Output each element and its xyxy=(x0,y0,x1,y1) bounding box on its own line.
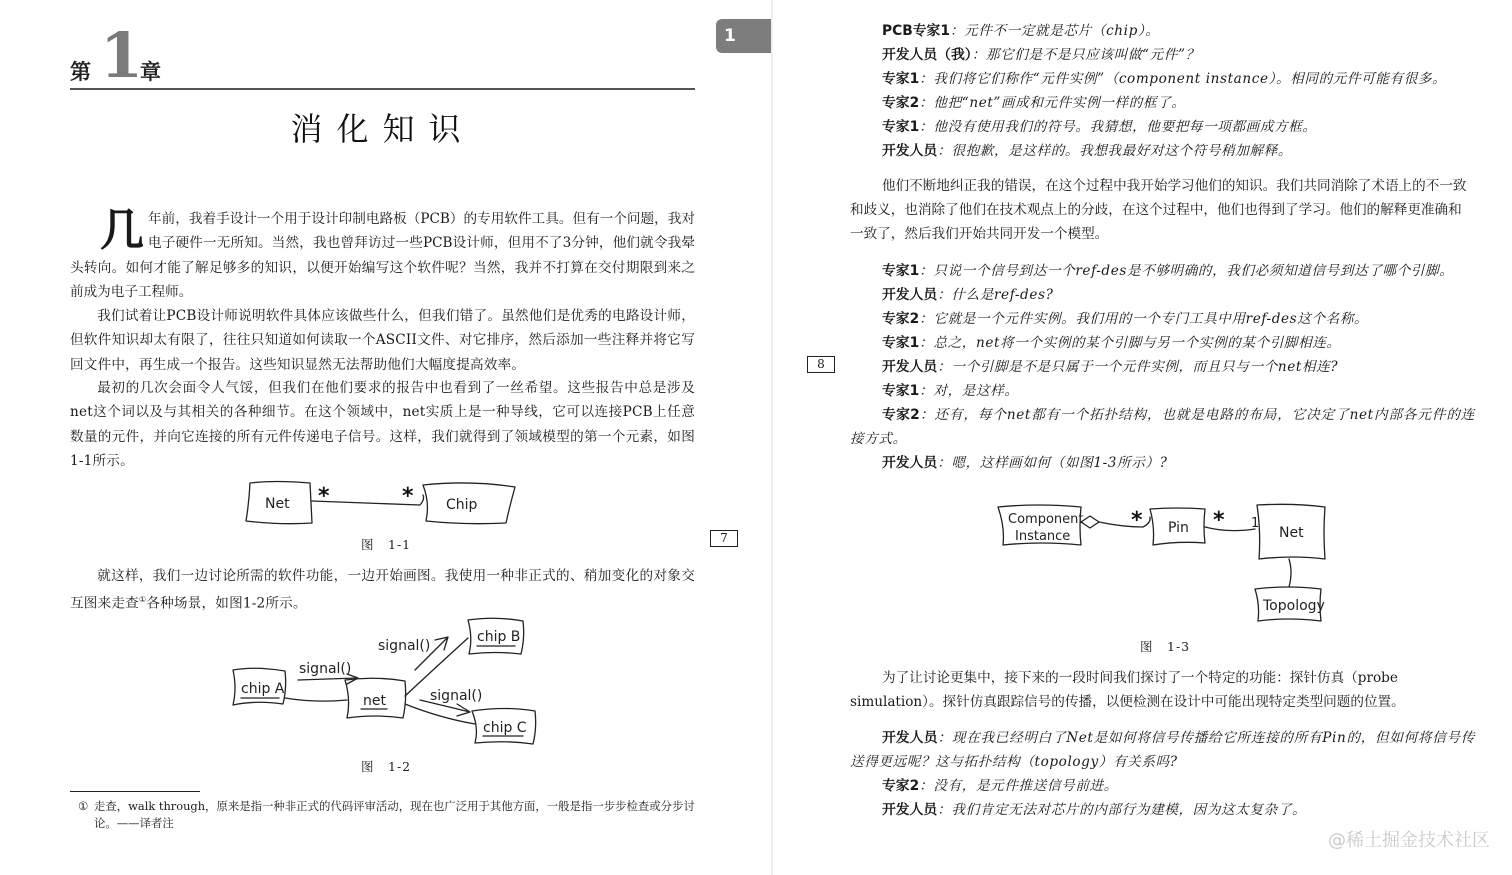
fig3-mult-2: * xyxy=(1213,508,1225,533)
right-paragraph-1: 他们不断地纠正我的错误，在这个过程中我开始学习他们的知识。我们共同消除了术语上的不一致和歧义，也消除了他们在技术观点上的分歧，在这个过程中，他们也得到了学习。他们的解释更准确和一致了，然后我们开始共同开发一个模型。 xyxy=(850,178,1467,242)
dialogue-line xyxy=(850,726,1475,774)
dialogue-line xyxy=(882,115,1482,139)
fig3-instance: Instance xyxy=(1015,529,1071,544)
footnote-ref[interactable]: ① xyxy=(138,595,147,605)
figure-1-1 xyxy=(240,475,530,530)
utterance: ：我们将它们称作“元件实例”（component instance）。相同的元件可能有很多。 xyxy=(919,71,1447,87)
utterance: ：总之，net将一个实例的某个引脚与另一个实例的某个引脚相连。 xyxy=(919,335,1341,351)
dialogue-line xyxy=(882,355,1482,379)
speaker-label: 专家2 xyxy=(882,778,920,794)
footnote-mark: ① xyxy=(78,799,89,813)
fig1-chip-label: Chip xyxy=(446,497,478,513)
utterance: ：元件不一定就是芯片（chip）。 xyxy=(949,23,1160,39)
figure-1-2-caption: 图 1-2 xyxy=(361,759,412,774)
figure-1-3 xyxy=(993,497,1338,627)
speaker-label: 专家1 xyxy=(882,383,920,399)
dialogue-line xyxy=(882,331,1482,355)
speaker-label: 专家1 xyxy=(882,119,920,135)
speaker-label: 开发人员 xyxy=(882,287,938,303)
paragraph-4-tail: 各种场景，如图1-2所示。 xyxy=(146,595,307,612)
intro-text: 年前，我着手设计一个用于设计印制电路板（PCB）的专用软件工具。但有一个问题，我对电子硬件一无所知。当然，我也曾拜访过一些PCB设计师，但用不了3分钟，他们就令我晕头转向。如何才能了解足够多的知识，以便开始编写这个软件呢？当然，我并不打算在交付期限到来之前成为电子工程师。 xyxy=(70,211,695,300)
fig1-left-mult: * xyxy=(318,484,330,509)
footnote xyxy=(78,798,699,832)
fig2-chip-a: chip A xyxy=(241,681,285,697)
utterance: ：没有，是元件推送信号前进。 xyxy=(919,778,1118,794)
chapter-heading xyxy=(70,19,695,92)
utterance: ：什么是ref-des? xyxy=(937,287,1054,303)
dialogue-line xyxy=(882,91,1482,115)
utterance: ：他把“net”画成和元件实例一样的框了。 xyxy=(919,95,1186,111)
speaker-label: 专家2 xyxy=(882,95,920,111)
speaker-label: 开发人员 xyxy=(882,359,938,375)
fig3-mult-1: * xyxy=(1131,508,1143,533)
speaker-label: PCB专家1 xyxy=(882,23,950,39)
utterance: ：现在我已经明白了Net是如何将信号传播给它所连接的所有Pin的，但如何将信号传送得更远呢？这与拓扑结构（topology）有关系吗? xyxy=(850,730,1476,770)
chapter-title: 消化知识 xyxy=(290,110,475,148)
utterance: ：它就是一个元件实例。我们用的一个专门工具中用ref-des这个名称。 xyxy=(919,311,1369,327)
dialogue-line xyxy=(882,139,1482,163)
utterance: ：对，是这样。 xyxy=(919,383,1019,399)
paragraph-3: 最初的几次会面令人气馁，但我们在他们要求的报告中也看到了一丝希望。这些报告中总是涉及net这个词以及与其相关的各种细节。在这个领域中，net实质上是一种导线，它可以连接PCB上任意数量的元件，并向它连接的所有元件传递电子信号。这样，我们就得到了领域模型的第一个元素，如图1-1所示。 xyxy=(70,380,695,469)
aggregation-diamond xyxy=(1081,516,1099,528)
dialogue-line xyxy=(882,43,1482,67)
paragraph-2: 我们试着让PCB设计师说明软件具体应该做些什么，但我们错了。虽然他们是优秀的电路设计师，但软件知识却太有限了，往往只知道如何读取一个ASCII文件、对它排序，然后添加一些注释并将它写回文件中，再生成一个报告。这些知识显然无法帮助他们大幅度提高效率。 xyxy=(70,308,695,373)
utterance: ：一个引脚是不是只属于一个元件实例，而且只与一个net相连? xyxy=(937,359,1339,375)
page-number-7: 7 xyxy=(710,530,738,547)
utterance: ：还有，每个net都有一个拓扑结构，也就是电路的布局，它决定了net内部各元件的连接方式。 xyxy=(850,407,1476,447)
dialogue-line xyxy=(882,774,1482,798)
speaker-label: 开发人员 xyxy=(882,802,938,818)
utterance: ：很抱歉，是这样的。我想我最好对这个符号稍加解释。 xyxy=(937,143,1293,159)
figure-1-1-caption: 图 1-1 xyxy=(361,537,412,552)
dialogue-line xyxy=(882,19,1482,43)
utterance: ：他没有使用我们的符号。我猜想，他要把每一项都画成方框。 xyxy=(919,119,1317,135)
figure-1-2 xyxy=(225,608,545,748)
fig2-signal-3: signal() xyxy=(430,688,483,704)
speaker-label: 开发人员（我） xyxy=(882,47,972,63)
utterance: ：那它们是不是只应该叫做“元件”？ xyxy=(971,47,1200,63)
fig3-pin: Pin xyxy=(1168,520,1189,536)
fig2-chip-c: chip C xyxy=(483,720,527,736)
chapter-prefix: 第 xyxy=(70,60,91,84)
chapter-number: 1 xyxy=(100,19,144,92)
speaker-label: 专家2 xyxy=(882,407,920,423)
fig3-topology: Topology xyxy=(1263,598,1325,614)
fig2-signal-1: signal() xyxy=(299,661,352,677)
intro-paragraph xyxy=(70,207,695,304)
speaker-label: 开发人员 xyxy=(882,730,938,746)
dialogue-line xyxy=(882,379,1482,403)
figure-1-3-caption: 图 1-3 xyxy=(1140,639,1191,654)
dialogue-line xyxy=(882,307,1482,331)
fig1-net-label: Net xyxy=(265,496,290,512)
fig2-chip-b: chip B xyxy=(477,629,521,645)
utterance: ：嗯，这样画如何（如图1-3所示）? xyxy=(937,455,1168,471)
footnote-rule xyxy=(70,791,200,792)
page-number-8: 8 xyxy=(807,356,835,373)
dialogue-line xyxy=(882,451,1482,475)
speaker-label: 专家1 xyxy=(882,71,920,87)
speaker-label: 专家2 xyxy=(882,311,920,327)
speaker-label: 开发人员 xyxy=(882,455,938,471)
fig1-right-mult: * xyxy=(402,484,414,509)
chapter-suffix: 章 xyxy=(140,60,161,84)
speaker-label: 专家1 xyxy=(882,335,920,351)
speaker-label: 专家1 xyxy=(882,263,920,279)
dialogue-line xyxy=(882,259,1482,283)
net-topology-line xyxy=(1289,559,1291,587)
paragraph-4-text: 就这样，我们一边讨论所需的软件功能，一边开始画图。我使用一种非正式的、稍加变化的对象交互图来走查 xyxy=(70,568,695,612)
fig3-net: Net xyxy=(1279,525,1304,541)
fig2-net: net xyxy=(363,693,386,709)
dialogue-line xyxy=(882,798,1482,822)
footnote-text: 走查，walk through，原来是指一种非正式的代码评审活动，现在也广泛用于其他方面，一般是指一步步检查或分步讨论。——译者注 xyxy=(94,799,695,830)
chapter-tab[interactable]: 1 xyxy=(716,19,771,53)
fig2-signal-2: signal() xyxy=(378,638,431,654)
speaker-label: 开发人员 xyxy=(882,143,938,159)
watermark: @稀土掘金技术社区 xyxy=(1328,830,1490,851)
dropcap: 几 xyxy=(100,205,144,256)
utterance: ：只说一个信号到达一个ref-des是不够明确的，我们必须知道信号到达了哪个引脚。 xyxy=(919,263,1454,279)
right-paragraph-2: 为了让讨论更集中，接下来的一段时间我们探讨了一个特定的功能：探针仿真（probe simulation）。探针仿真跟踪信号的传播，以便检测在设计中可能出现特定类型问题的位置。 xyxy=(850,670,1405,710)
dialogue-line xyxy=(882,283,1482,307)
dialogue-line xyxy=(882,67,1482,91)
fig3-component: Component xyxy=(1008,512,1084,527)
dialogue-line xyxy=(850,403,1475,451)
utterance: ：我们肯定无法对芯片的内部行为建模，因为这太复杂了。 xyxy=(937,802,1307,818)
fig3-mult-3: 1 xyxy=(1251,516,1260,531)
